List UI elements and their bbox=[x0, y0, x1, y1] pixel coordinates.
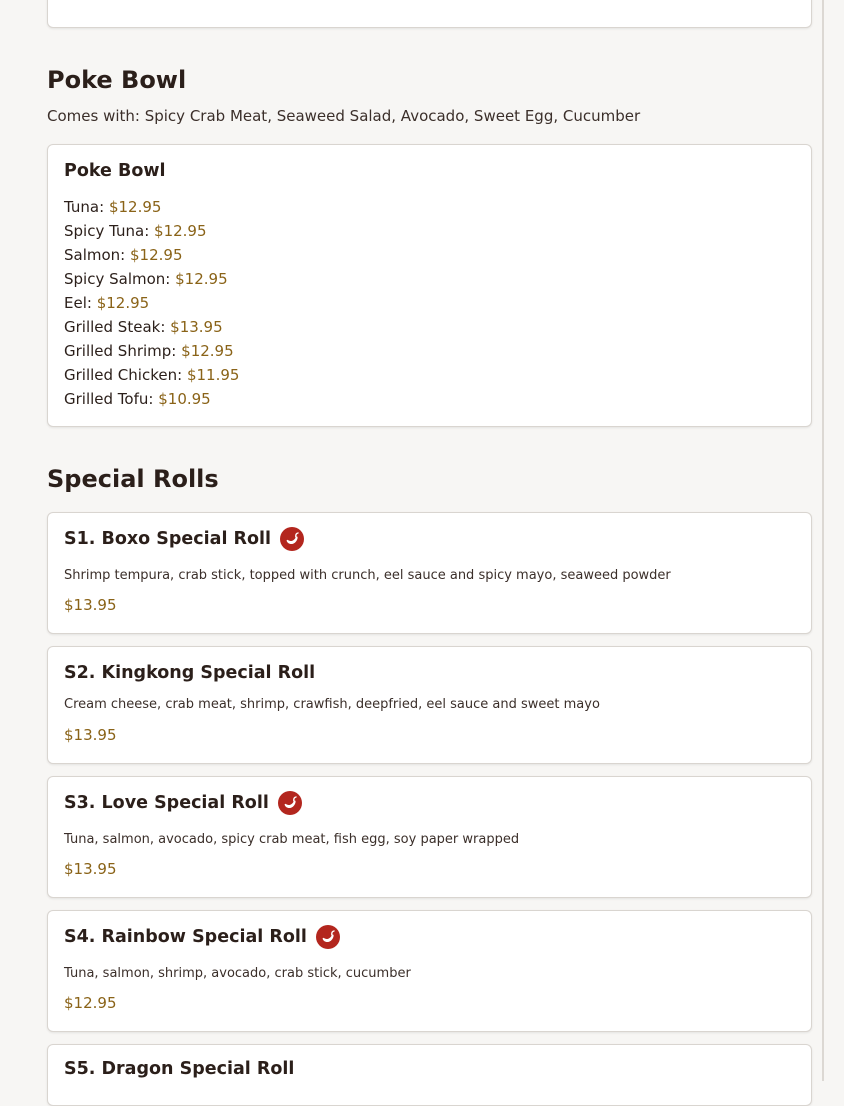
option-price: $12.95 bbox=[96, 294, 150, 312]
chili-pepper-icon bbox=[278, 791, 302, 815]
roll-price: $13.95 bbox=[64, 726, 117, 744]
option-price: $13.95 bbox=[170, 318, 223, 336]
poke-options-list bbox=[64, 195, 239, 411]
option-price: $12.95 bbox=[181, 342, 234, 360]
option-name: Grilled Shrimp: bbox=[64, 342, 177, 360]
card-title bbox=[64, 663, 315, 683]
roll-description: Shrimp tempura, crab stick, topped with crunch, eel sauce and spicy mayo, seaweed powder bbox=[64, 568, 671, 583]
section-title-poke-bowl: Poke Bowl bbox=[47, 66, 187, 94]
option-price: $12.95 bbox=[108, 198, 162, 216]
poke-option[interactable] bbox=[64, 315, 239, 339]
scroll-rail bbox=[822, 0, 824, 1081]
option-price: $12.95 bbox=[175, 270, 228, 288]
roll-price: $13.95 bbox=[64, 860, 117, 878]
special-roll-card[interactable] bbox=[47, 512, 812, 634]
roll-price: $12.95 bbox=[64, 994, 117, 1012]
option-name: Spicy Tuna: bbox=[64, 222, 150, 240]
poke-option[interactable] bbox=[64, 219, 239, 243]
special-roll-card[interactable] bbox=[47, 1044, 812, 1106]
poke-option[interactable] bbox=[64, 363, 239, 387]
option-price: $12.95 bbox=[130, 246, 183, 264]
card-title bbox=[64, 791, 302, 815]
menu-item-card[interactable] bbox=[47, 0, 812, 28]
special-roll-card[interactable] bbox=[47, 646, 812, 764]
poke-option[interactable] bbox=[64, 243, 239, 267]
option-name: Eel: bbox=[64, 294, 92, 312]
section-subtitle: Comes with: Spicy Crab Meat, Seaweed Salad, Avocado, Sweet Egg, Cucumber bbox=[47, 107, 641, 125]
poke-option[interactable] bbox=[64, 339, 239, 363]
option-name: Grilled Tofu: bbox=[64, 390, 154, 408]
roll-name: S3. Love Special Roll bbox=[64, 793, 269, 813]
option-name: Spicy Salmon: bbox=[64, 270, 171, 288]
option-name: Salmon: bbox=[64, 246, 126, 264]
card-title bbox=[64, 925, 340, 949]
option-name: Tuna: bbox=[64, 198, 105, 216]
poke-bowl-card[interactable] bbox=[47, 144, 812, 427]
roll-name: S2. Kingkong Special Roll bbox=[64, 663, 316, 683]
card-title-text: Poke Bowl bbox=[64, 161, 166, 181]
roll-name: S4. Rainbow Special Roll bbox=[64, 927, 307, 947]
special-roll-card[interactable] bbox=[47, 910, 812, 1032]
option-price: $12.95 bbox=[154, 222, 207, 240]
roll-description: Tuna, salmon, shrimp, avocado, crab stick, cucumber bbox=[64, 966, 411, 981]
roll-name: S1. Boxo Special Roll bbox=[64, 529, 272, 549]
roll-description: Cream cheese, crab meat, shrimp, crawfish, deepfried, eel sauce and sweet mayo bbox=[64, 697, 600, 712]
section-title-special-rolls: Special Rolls bbox=[47, 465, 219, 493]
roll-name: S5. Dragon Special Roll bbox=[64, 1059, 295, 1079]
poke-option[interactable] bbox=[64, 387, 239, 411]
roll-description: Tuna, salmon, avocado, spicy crab meat, fish egg, soy paper wrapped bbox=[64, 832, 520, 847]
poke-option[interactable] bbox=[64, 291, 239, 315]
option-name: Grilled Steak: bbox=[64, 318, 166, 336]
chili-pepper-icon bbox=[280, 527, 304, 551]
special-roll-card[interactable] bbox=[47, 776, 812, 898]
option-price: $11.95 bbox=[186, 366, 240, 384]
card-title bbox=[64, 161, 166, 181]
option-name: Grilled Chicken: bbox=[64, 366, 183, 384]
option-price: $10.95 bbox=[158, 390, 211, 408]
poke-option[interactable] bbox=[64, 267, 239, 291]
card-title bbox=[64, 527, 304, 551]
roll-price: $13.95 bbox=[64, 596, 117, 614]
card-title bbox=[64, 1059, 294, 1079]
poke-option[interactable] bbox=[64, 195, 239, 219]
chili-pepper-icon bbox=[316, 925, 340, 949]
